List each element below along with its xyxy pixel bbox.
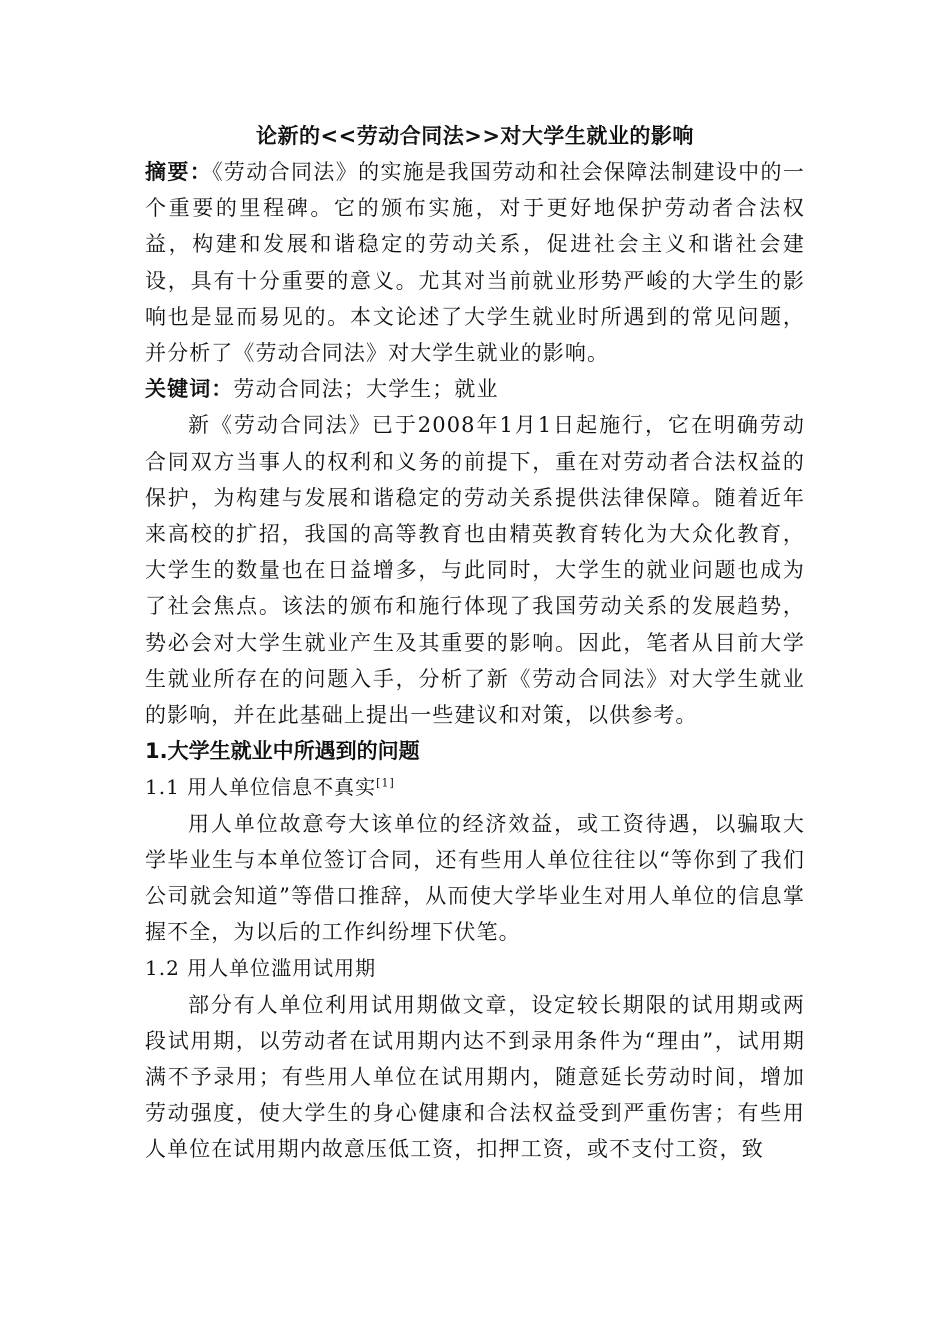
abstract-label: 摘要： (145, 160, 213, 184)
subsection-1-2-heading: 1.2 用人单位滥用试用期 (145, 956, 377, 981)
section-1-heading: 1.大学生就业中所遇到的问题 (145, 739, 420, 764)
abstract-text: 《劳动合同法》的实施是我国劳动和社会保障法制建设中的一个重要的里程碑。它的颁布实施，对于更好地保护劳动者合法权益，构建和发展和谐稳定的劳动关系，促进社会主义和谐社会建设，具有十分重要的意义。尤其对当前就业形势严峻的大学生的影响也是显而易见的。本文论述了大学生就业时所遇到的常见问题，并分析了《劳动合同法》对大学生就业的影响。 (145, 160, 805, 366)
document-page (145, 118, 805, 1168)
abstract-paragraph (145, 154, 805, 371)
subsection-1-1-paragraph: 用人单位故意夸大该单位的经济效益，或工资待遇，以骗取大学毕业生与本单位签订合同，还有些用人单位往往以“等你到了我们公司就会知道”等借口推辞，从而使大学毕业生对用人单位的信息掌握不全，为以后的工作纠纷埋下伏笔。 (145, 811, 805, 945)
subsection-1-1-title: 1.1 用人单位信息不真实 (145, 775, 377, 800)
document-title: 论新的<<劳动合同法>>对大学生就业的影响 (256, 124, 694, 148)
intro-paragraph: 新《劳动合同法》已于2008年1月1日起施行，它在明确劳动合同双方当事人的权利和义务的前提下，重在对劳动者合法权益的保护，为构建与发展和谐稳定的劳动关系提供法律保障。随着近年来高校的扩招，我国的高等教育也由精英教育转化为大众化教育，大学生的数量也在日益增多，与此同时，大学生的就业问题也成为了社会焦点。该法的颁布和施行体现了我国劳动关系的发展趋势，势必会对大学生就业产生及其重要的影响。因此，笔者从目前大学生就业所存在的问题入手，分析了新《劳动合同法》对大学生就业的影响，并在此基础上提出一些建议和对策，以供参考。 (145, 413, 805, 728)
keywords-text: 劳动合同法；大学生；就业 (233, 377, 499, 402)
keywords-label: 关键词： (145, 377, 234, 402)
keywords-paragraph (145, 371, 805, 407)
subsection-1-1-heading (145, 769, 805, 805)
subsection-1-2-paragraph: 部分有人单位利用试用期做文章，设定较长期限的试用期或两段试用期，以劳动者在试用期内达不到录用条件为“理由”，试用期满不予录用；有些用人单位在试用期内，随意延长劳动时间，增加劳动强度，使大学生的身心健康和合法权益受到严重伤害；有些用人单位在试用期内故意压低工资，扣押工资，或不支付工资，致 (145, 992, 805, 1162)
citation-ref: [1] (376, 776, 395, 790)
